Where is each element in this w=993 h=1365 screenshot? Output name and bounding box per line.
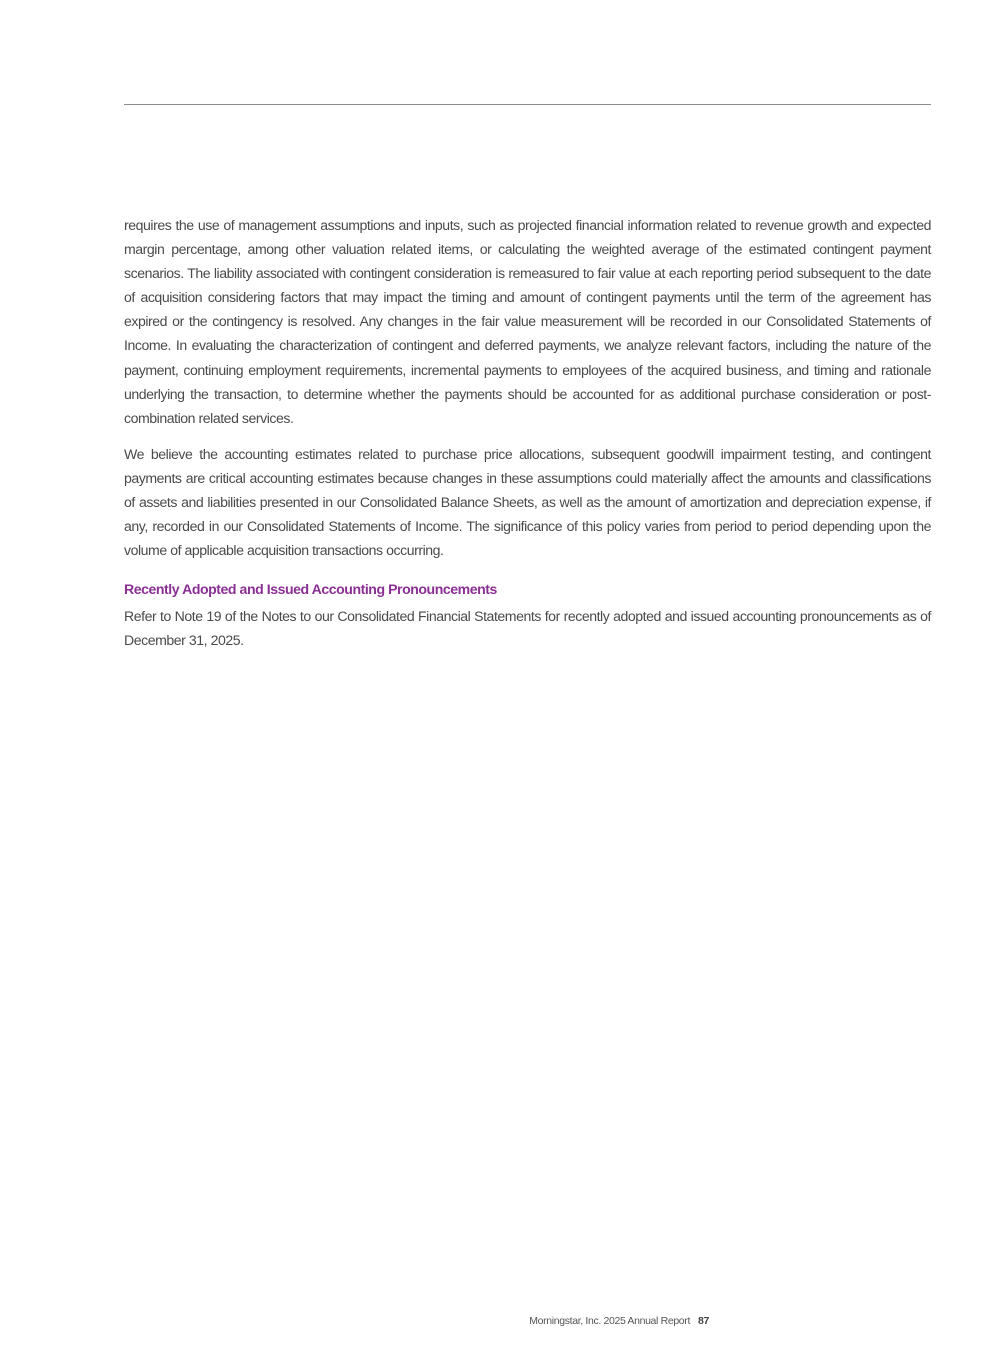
page-content [124, 213, 931, 653]
page-number: 87 [698, 1315, 709, 1327]
body-paragraph-2: We believe the accounting estimates related to purchase price allocations, subsequent goodwill impairment testing, and contingent payments are critical accounting estimates because changes in these assumptions could materially affect the amounts and classifications of assets and liabilities presented in our Consolidated Balance Sheets, as well as the amount of amortization and depreciation expense, if any, recorded in our Consolidated Statements of Income. The significance of this policy varies from period to period depending upon the volume of applicable acquisition transactions occurring. [124, 445, 931, 559]
page-footer [500, 1313, 709, 1329]
footer-report-title: Morningstar, Inc. 2025 Annual Report [529, 1315, 691, 1327]
header-divider [124, 104, 931, 105]
body-paragraph-1: requires the use of management assumptions and inputs, such as projected financial information related to revenue growth and expected margin percentage, among other valuation related items, or calculating the weighted average of the estimated contingent payment scenarios. The liability associated with contingent consideration is remeasured to fair value at each reporting period subsequent to the date of acquisition considering factors that may impact the timing and amount of contingent payments until the term of the agreement has expired or the contingency is resolved. Any changes in the fair value measurement will be recorded in our Consolidated Statements of Income. In evaluating the characterization of contingent and deferred payments, we analyze relevant factors, including the nature of the payment, continuing employment requirements, incremental payments to employees of the acquired business, and timing and rationale underlying the transaction, to determine whether the payments should be accounted for as additional purchase consideration or post-combination related services. [124, 217, 931, 426]
section-heading-accounting-pronouncements: Recently Adopted and Issued Accounting Pronouncements [124, 581, 497, 598]
section-paragraph-accounting-pronouncements: Refer to Note 19 of the Notes to our Consolidated Financial Statements for recently adopted and issued accounting pronouncements as of December 31, 2025. [124, 608, 931, 649]
